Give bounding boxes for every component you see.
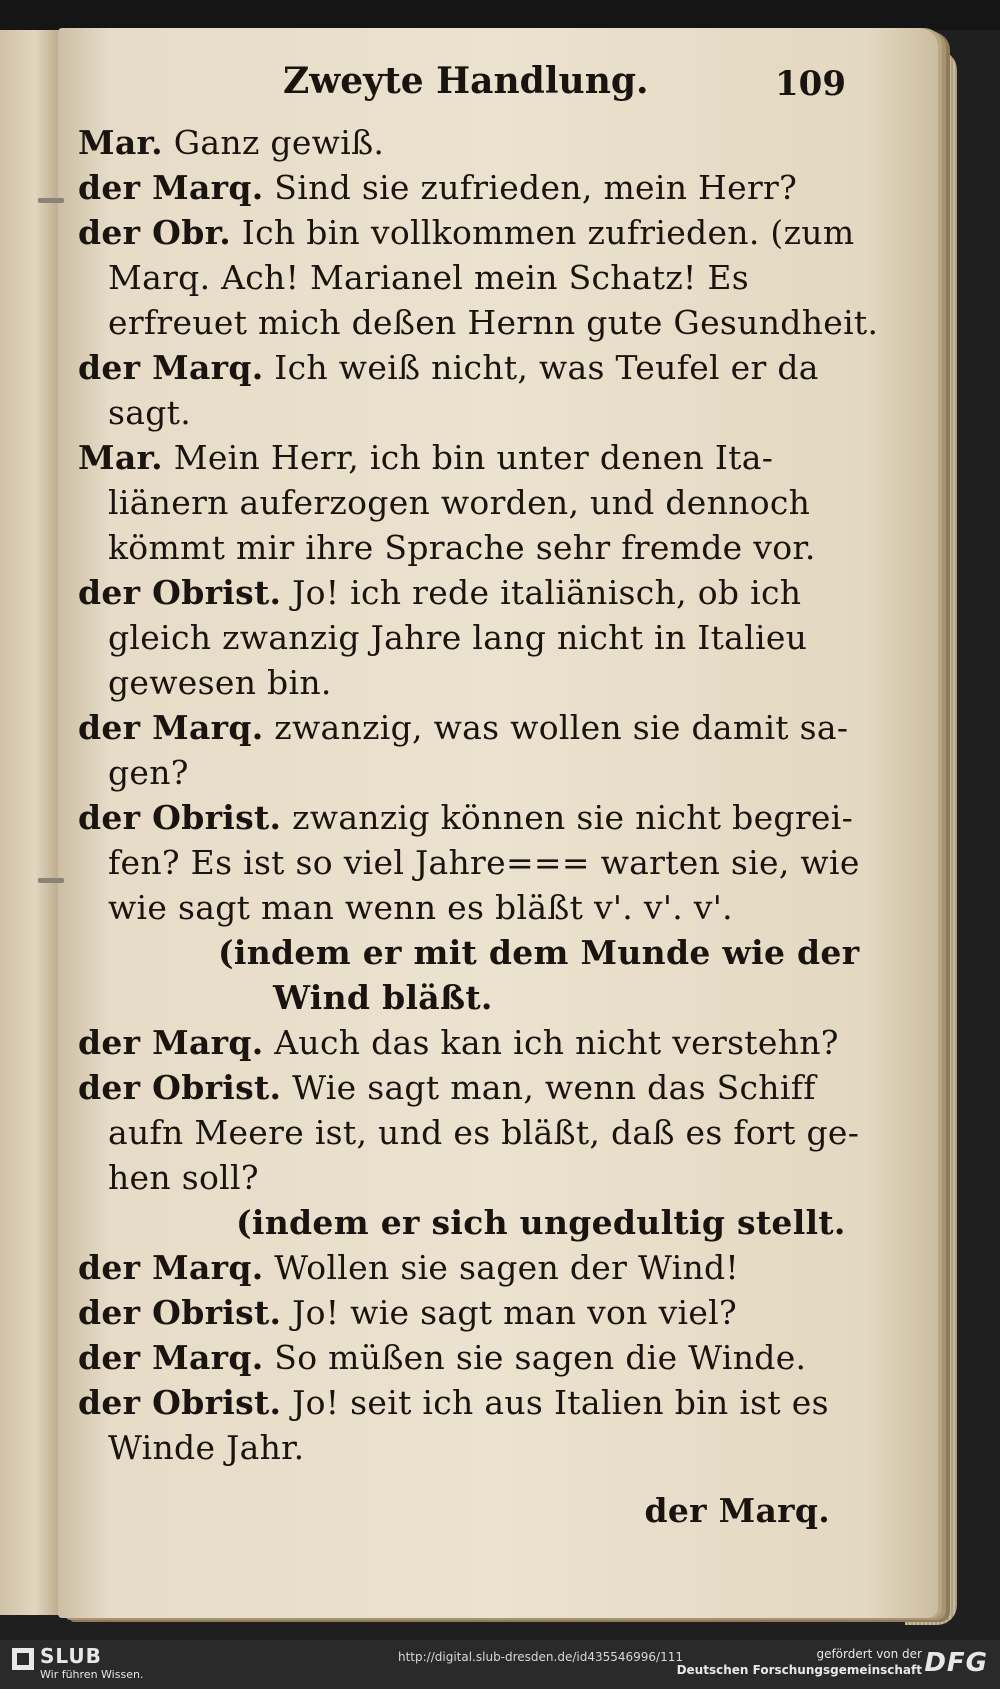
stage-direction <box>78 975 838 1020</box>
line-text: Ich weiß nicht, was Teufel er da <box>263 348 819 387</box>
line-text: Wind bläßt. <box>273 978 493 1017</box>
running-head: Zweyte Handlung. <box>283 60 649 102</box>
line-text: erfreuet mich deßen Hernn gute Gesundheit. <box>108 303 879 342</box>
page-header <box>78 60 846 120</box>
line-text: gen? <box>108 753 189 792</box>
funding-line-1: gefördert von der <box>816 1647 922 1661</box>
line-text: Sind sie zufrieden, mein Herr? <box>263 168 798 207</box>
text-line <box>78 210 855 255</box>
text-line <box>78 525 838 570</box>
funding-note <box>677 1646 922 1678</box>
binding-thread-top <box>38 198 64 203</box>
text-line <box>78 1020 838 1065</box>
text-line <box>78 390 838 435</box>
line-text: Wie sagt man, wenn das Schiff <box>281 1068 816 1107</box>
text-line <box>78 570 838 615</box>
line-text: Wollen sie sagen der Wind! <box>263 1248 739 1287</box>
text-line <box>78 1425 838 1470</box>
scan-top-border <box>0 0 1000 30</box>
text-line <box>78 795 854 840</box>
text-line <box>78 120 838 165</box>
line-text: hen soll? <box>108 1158 259 1197</box>
page-text <box>78 60 879 1540</box>
text-line <box>78 885 838 930</box>
line-text: So müßen sie sagen die Winde. <box>263 1338 807 1377</box>
line-text: gleich zwanzig Jahre lang nicht in Italieu <box>108 618 808 657</box>
text-line <box>78 300 879 345</box>
dfg-logo[interactable]: DFG <box>924 1648 988 1678</box>
text-line <box>78 1380 838 1425</box>
speaker-name: der Obr. <box>78 213 232 252</box>
binding-thread-bottom <box>38 878 64 883</box>
catchword: der Marq. <box>644 1491 830 1530</box>
text-line <box>78 1155 838 1200</box>
line-text: aufn Meere ist, und es bläßt, daß es fort ge- <box>108 1113 860 1152</box>
text-line <box>78 615 838 660</box>
text-line <box>78 705 849 750</box>
line-text: Auch das kan ich nicht verstehn? <box>263 1023 839 1062</box>
funding-line-2: Deutschen Forschungsgemeinschaft <box>676 1663 922 1677</box>
permalink-url[interactable]: http://digital.slub-dresden.de/id435546996/111 <box>398 1650 684 1664</box>
line-text: Jo! ich rede italiänisch, ob ich <box>281 573 802 612</box>
line-text: Ganz gewiß. <box>162 123 385 162</box>
text-line <box>78 1245 838 1290</box>
text-line <box>78 750 838 795</box>
text-line <box>78 165 838 210</box>
line-text: Jo! wie sagt man von viel? <box>281 1293 737 1332</box>
stage-direction <box>78 1200 846 1245</box>
text-line <box>78 435 838 480</box>
line-text: kömmt mir ihre Sprache sehr fremde vor. <box>108 528 816 567</box>
line-text: Marq. Ach! Marianel mein Schatz! Es <box>108 258 750 297</box>
slub-logo-icon <box>12 1648 34 1670</box>
line-text: sagt. <box>108 393 191 432</box>
line-text: gewesen bin. <box>108 663 332 702</box>
line-text: Jo! seit ich aus Italien bin ist es <box>281 1383 829 1422</box>
stage-direction <box>78 930 860 975</box>
slub-logo-tagline: Wir führen Wissen. <box>40 1668 144 1681</box>
speaker-name: der Obrist. <box>78 1293 282 1332</box>
speaker-name: der Marq. <box>78 348 264 387</box>
speaker-name: der Obrist. <box>78 573 282 612</box>
slub-logo-name[interactable]: SLUB <box>40 1644 102 1668</box>
text-line <box>78 1110 860 1155</box>
line-text: liänern auferzogen worden, und dennoch <box>108 483 811 522</box>
speaker-name: der Marq. <box>78 1023 264 1062</box>
speaker-name: Mar. <box>78 123 163 162</box>
speaker-name: der Marq. <box>78 168 264 207</box>
line-text: fen? Es ist so viel Jahre=== warten sie, wie <box>108 843 860 882</box>
text-line <box>78 345 838 390</box>
speaker-name: der Obrist. <box>78 798 282 837</box>
line-text: wie sagt man wenn es bläßt v'. v'. v'. <box>108 888 733 927</box>
line-text: zwanzig können sie nicht begrei- <box>281 798 854 837</box>
line-text: Winde Jahr. <box>108 1428 305 1467</box>
line-text: Ich bin vollkommen zufrieden. (zum <box>231 213 855 252</box>
text-line <box>78 480 838 525</box>
text-line <box>78 840 860 885</box>
speaker-name: der Obrist. <box>78 1068 282 1107</box>
line-text: (indem er mit dem Munde wie der <box>218 933 860 972</box>
line-text: (indem er sich ungedultig stellt. <box>236 1203 846 1242</box>
page-number: 109 <box>775 64 846 104</box>
line-text: zwanzig, was wollen sie damit sa- <box>263 708 849 747</box>
speaker-name: Mar. <box>78 438 163 477</box>
line-text: Mein Herr, ich bin unter denen Ita- <box>162 438 774 477</box>
text-line <box>78 660 838 705</box>
text-line <box>78 1335 838 1380</box>
text-line <box>78 1290 838 1335</box>
speaker-name: der Obrist. <box>78 1383 282 1422</box>
left-page-edge <box>0 30 60 1615</box>
viewer-footer <box>0 1640 1000 1689</box>
text-line <box>78 1065 838 1110</box>
text-line <box>78 255 838 300</box>
speaker-name: der Marq. <box>78 1248 264 1287</box>
speaker-name: der Marq. <box>78 708 264 747</box>
speaker-name: der Marq. <box>78 1338 264 1377</box>
